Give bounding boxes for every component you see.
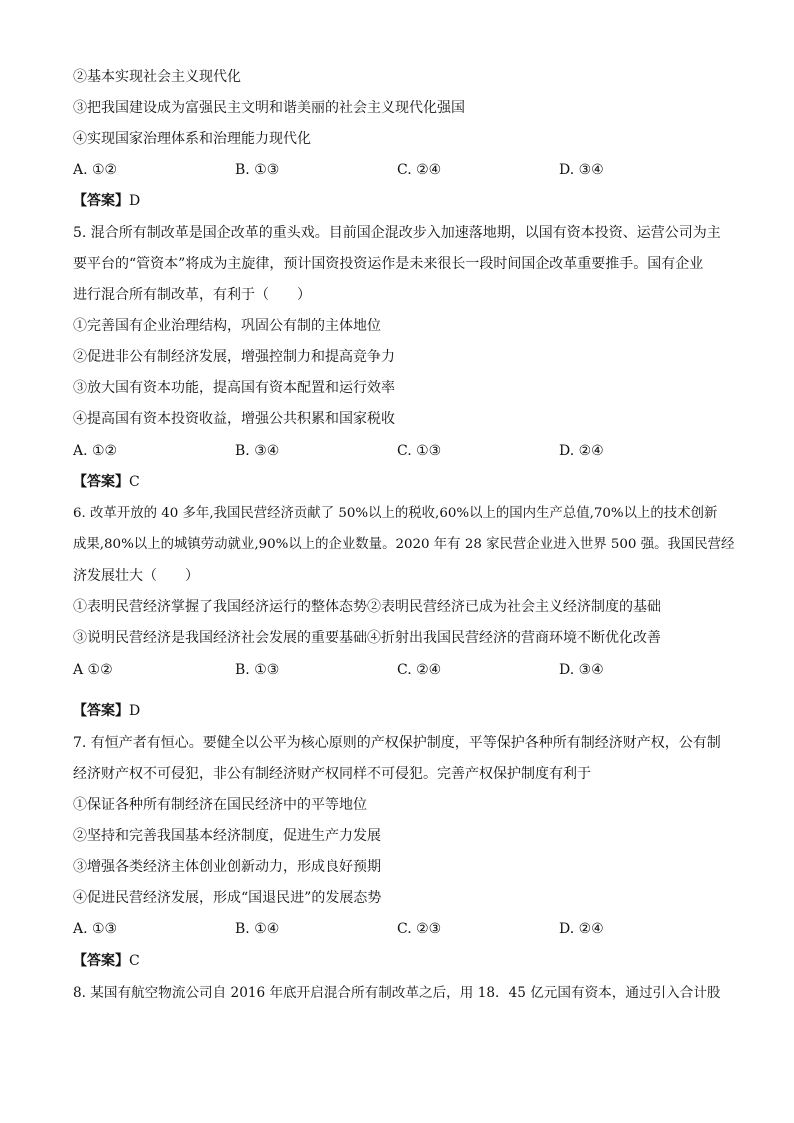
q7-option-b: B. ①④	[235, 921, 280, 937]
answer-value: C	[129, 474, 140, 490]
answer-value: D	[129, 703, 141, 719]
q5-answer	[73, 472, 140, 492]
q7-option-c: C. ②③	[397, 921, 442, 937]
q6-options	[73, 660, 733, 680]
q5-item-4: ④提高国有资本投资收益，增强公共积累和国家税收	[73, 411, 395, 427]
q4-item-4: ④实现国家治理体系和治理能力现代化	[73, 131, 311, 147]
answer-tag: 【答案】	[73, 474, 129, 490]
answer-tag: 【答案】	[73, 193, 129, 209]
q4-item-2: ②基本实现社会主义现代化	[73, 69, 241, 85]
q5-option-d: D. ②④	[559, 443, 604, 459]
answer-tag: 【答案】	[73, 953, 129, 969]
q6-stem-line-2: 成果,80%以上的城镇劳动就业,90%以上的企业数量。2020 年有 28 家民营企业进入世界 500 强。我国民营经	[73, 537, 735, 552]
q7-item-1: ①保证各种所有制经济在国民经济中的平等地位	[73, 797, 367, 813]
q7-item-2: ②坚持和完善我国基本经济制度，促进生产力发展	[73, 828, 381, 844]
q4-option-c: C. ②④	[397, 162, 442, 178]
q7-options	[73, 919, 733, 939]
q4-option-a: A. ①②	[73, 162, 118, 178]
q5-item-1: ①完善国有企业治理结构，巩固公有制的主体地位	[73, 318, 381, 334]
q8-stem-line-1: 8. 某国有航空物流公司自 2016 年底开启混合所有制改革之后，用 18．45 亿元国有资本，通过引入合计股	[73, 985, 721, 1001]
q5-options	[73, 441, 733, 461]
q7-option-a: A. ①③	[73, 921, 118, 937]
q5-stem-line-2: 要平台的“管资本”将成为主旋律，预计国资投资运作是未来很长一段时间国企改革重要推手。国有企业	[73, 256, 704, 272]
q7-stem-line-2: 经济财产权不可侵犯，非公有制经济财产权同样不可侵犯。完善产权保护制度有利于	[73, 766, 591, 782]
answer-tag: 【答案】	[73, 703, 129, 719]
q4-options	[73, 160, 733, 180]
q4-option-d: D. ③④	[559, 162, 604, 178]
q6-stem-line-1: 6. 改革开放的 40 多年,我国民营经济贡献了 50%以上的税收,60%以上的国内生产总值,70%以上的技术创新	[73, 506, 718, 521]
q5-option-b: B. ③④	[235, 443, 280, 459]
answer-value: D	[129, 193, 141, 209]
q5-stem-line-3: 进行混合所有制改革，有利于（ ）	[73, 287, 311, 303]
q4-option-b: B. ①③	[235, 162, 280, 178]
q7-item-3: ③增强各类经济主体创业创新动力，形成良好预期	[73, 859, 381, 875]
q6-answer	[73, 701, 140, 721]
q6-option-c: C. ②④	[397, 662, 442, 678]
q6-option-a: A ①②	[73, 662, 113, 678]
q5-stem-line-1: 5. 混合所有制改革是国企改革的重头戏。目前国企混改步入加速落地期，以国有资本投资、运营公司为主	[73, 225, 721, 241]
q5-item-3: ③放大国有资本功能，提高国有资本配置和运行效率	[73, 380, 395, 396]
q6-stem-line-3: 济发展壮大（ ）	[73, 568, 199, 584]
q5-option-c: C. ①③	[397, 443, 442, 459]
q6-option-d: D. ③④	[559, 662, 604, 678]
q7-answer	[73, 951, 140, 971]
q7-item-4: ④促进民营经济发展，形成“国退民进”的发展态势	[73, 890, 382, 906]
q4-answer	[73, 191, 140, 211]
q4-item-3: ③把我国建设成为富强民主文明和谐美丽的社会主义现代化强国	[73, 100, 465, 116]
q6-option-b: B. ①③	[235, 662, 280, 678]
q6-item-1-2: ①表明民营经济掌握了我国经济运行的整体态势②表明民营经济已成为社会主义经济制度的基础	[73, 599, 661, 615]
q7-stem-line-1: 7. 有恒产者有恒心。要健全以公平为核心原则的产权保护制度，平等保护各种所有制经济财产权，公有制	[73, 735, 721, 751]
q5-item-2: ②促进非公有制经济发展，增强控制力和提高竞争力	[73, 349, 395, 365]
q6-item-3-4: ③说明民营经济是我国经济社会发展的重要基础④折射出我国民营经济的营商环境不断优化改善	[73, 630, 661, 646]
q5-option-a: A. ①②	[73, 443, 118, 459]
answer-value: C	[129, 953, 140, 969]
q7-option-d: D. ②④	[559, 921, 604, 937]
